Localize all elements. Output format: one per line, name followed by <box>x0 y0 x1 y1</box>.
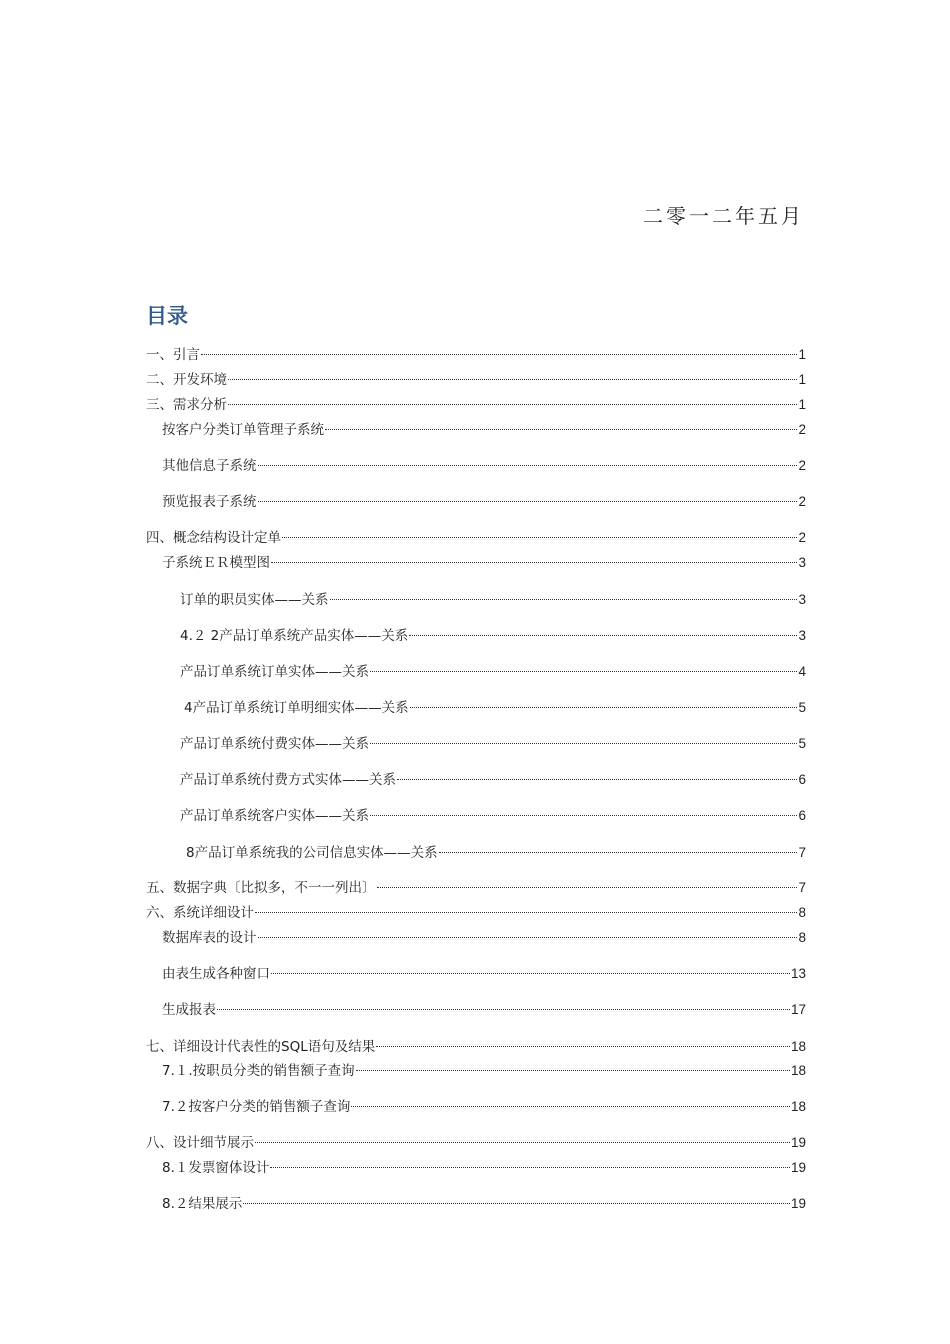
toc-entry-label: 产品订单系统订单实体——关系 <box>180 664 369 680</box>
toc-entry-label: 8.１发票窗体设计 <box>162 1160 270 1176</box>
toc-entry-page: 7 <box>798 845 806 860</box>
toc-leader <box>325 429 797 430</box>
toc-leader <box>370 671 797 672</box>
toc-entry[interactable] <box>162 1097 806 1117</box>
toc-leader <box>271 973 790 974</box>
toc-leader <box>243 1203 790 1204</box>
toc-entry-page: 3 <box>798 592 806 607</box>
toc-entry[interactable] <box>162 553 806 573</box>
toc-leader <box>255 1142 790 1143</box>
toc-entry[interactable] <box>162 1000 806 1020</box>
toc-leader <box>409 635 797 636</box>
toc-leader <box>258 465 798 466</box>
toc-entry-label: 由表生成各种窗口 <box>162 966 270 982</box>
toc-entry-page: 18 <box>790 1099 806 1114</box>
toc-entry-page: 19 <box>790 1135 806 1150</box>
toc-entry[interactable] <box>162 456 806 476</box>
toc-entry[interactable] <box>162 1061 806 1081</box>
toc-entry-page: 6 <box>798 772 806 787</box>
toc-entry-page: 3 <box>798 628 806 643</box>
toc-entry[interactable] <box>180 734 806 754</box>
toc-entry-page: 4 <box>798 664 806 679</box>
toc-entry[interactable] <box>180 770 806 790</box>
toc-entry[interactable] <box>180 590 806 610</box>
toc-leader <box>271 562 797 563</box>
toc-leader <box>255 912 797 913</box>
toc-entry-page: 19 <box>790 1196 806 1211</box>
toc-entry-page: 2 <box>798 458 806 473</box>
toc-entry[interactable] <box>146 528 806 548</box>
toc-leader <box>377 887 798 888</box>
toc-entry[interactable] <box>146 395 806 415</box>
toc-title: 目录 <box>146 304 188 328</box>
toc-entry-page: 3 <box>798 555 806 570</box>
toc-entry[interactable] <box>162 492 806 512</box>
toc-entry-label: 8.２结果展示 <box>162 1196 243 1212</box>
toc-entry-page: 18 <box>790 1063 806 1078</box>
toc-entry-label: 数据库表的设计 <box>162 930 257 946</box>
toc-entry-label: 五、数据字典〔比拟多，不一一列出〕 <box>146 880 376 896</box>
toc-entry[interactable] <box>146 878 806 898</box>
toc-entry[interactable] <box>146 1133 806 1153</box>
toc-entry[interactable] <box>146 903 806 923</box>
toc-leader <box>258 501 798 502</box>
toc-leader <box>258 937 798 938</box>
toc-entry-page: 7 <box>798 880 806 895</box>
toc-leader <box>282 537 797 538</box>
toc-leader <box>439 852 798 853</box>
toc-leader <box>370 743 797 744</box>
toc-entry-label: 产品订单系统付费实体——关系 <box>180 736 369 752</box>
toc-entry[interactable] <box>180 806 806 826</box>
toc-entry[interactable] <box>162 1158 806 1178</box>
toc-entry-page: 5 <box>798 736 806 751</box>
toc-entry-page: 2 <box>798 494 806 509</box>
toc-entry[interactable] <box>146 370 806 390</box>
toc-entry-label: 预览报表子系统 <box>162 494 257 510</box>
toc-entry[interactable] <box>186 843 806 863</box>
toc-entry[interactable] <box>162 964 806 984</box>
toc-entry-label: 4.２ 2产品订单系统产品实体——关系 <box>180 628 409 644</box>
toc-entry[interactable] <box>180 626 806 646</box>
toc-leader <box>370 815 797 816</box>
toc-entry-page: 1 <box>798 372 806 387</box>
toc-entry-page: 1 <box>798 397 806 412</box>
toc-entry-label: 4产品订单系统订单明细实体——关系 <box>184 700 409 716</box>
toc-entry[interactable] <box>146 345 806 365</box>
toc-entry-label: 七、详细设计代表性的SQL语句及结果 <box>146 1039 376 1055</box>
toc-entry[interactable] <box>146 1037 806 1057</box>
toc-leader <box>201 354 797 355</box>
toc-entry-label: 三、需求分析 <box>146 397 227 413</box>
toc-entry-page: 8 <box>798 905 806 920</box>
toc-entry-page: 1 <box>798 347 806 362</box>
toc-entry-label: 8产品订单系统我的公司信息实体——关系 <box>186 845 438 861</box>
toc-leader <box>228 404 797 405</box>
toc-leader <box>270 1167 790 1168</box>
toc-entry-label: 六、系统详细设计 <box>146 905 254 921</box>
toc-entry[interactable] <box>162 928 806 948</box>
toc-entry-page: 18 <box>790 1039 806 1054</box>
cover-date: 二零一二年五月 <box>643 204 804 228</box>
toc-leader <box>330 599 798 600</box>
toc-leader <box>351 1106 790 1107</box>
toc-entry-label: 7.２按客户分类的销售额子查询 <box>162 1099 351 1115</box>
toc-entry-label: 产品订单系统付费方式实体——关系 <box>180 772 396 788</box>
toc-entry-label: 生成报表 <box>162 1002 216 1018</box>
toc-entry[interactable] <box>162 420 806 440</box>
toc-entry-page: 8 <box>798 930 806 945</box>
toc-entry-label: 订单的职员实体——关系 <box>180 592 329 608</box>
toc-leader <box>410 707 798 708</box>
toc-entry-label: 八、设计细节展示 <box>146 1135 254 1151</box>
toc-entry[interactable] <box>180 662 806 682</box>
toc-entry[interactable] <box>162 1194 806 1214</box>
toc-entry-page: 19 <box>790 1160 806 1175</box>
toc-entry-label: 一、引言 <box>146 347 200 363</box>
toc-entry-label: 其他信息子系统 <box>162 458 257 474</box>
toc-entry-page: 5 <box>798 700 806 715</box>
toc-entry-page: 6 <box>798 808 806 823</box>
toc-entry-label: 7.１.按职员分类的销售额子查询 <box>162 1063 355 1079</box>
toc-entry-label: 二、开发环境 <box>146 372 227 388</box>
toc-entry-label: 四、概念结构设计定单 <box>146 530 281 546</box>
toc-entry[interactable] <box>184 698 806 718</box>
toc-entry-label: 产品订单系统客户实体——关系 <box>180 808 369 824</box>
toc-entry-page: 2 <box>798 530 806 545</box>
toc-leader <box>217 1009 790 1010</box>
toc-entry-page: 17 <box>790 1002 806 1017</box>
toc-leader <box>376 1046 790 1047</box>
toc-leader <box>228 379 797 380</box>
toc-entry-label: 子系统ＥＲ模型图 <box>162 555 270 571</box>
toc-leader <box>397 779 797 780</box>
toc-leader <box>356 1070 790 1071</box>
toc-entry-label: 按客户分类订单管理子系统 <box>162 422 324 438</box>
toc-entry-page: 2 <box>798 422 806 437</box>
toc-entry-page: 13 <box>790 966 806 981</box>
